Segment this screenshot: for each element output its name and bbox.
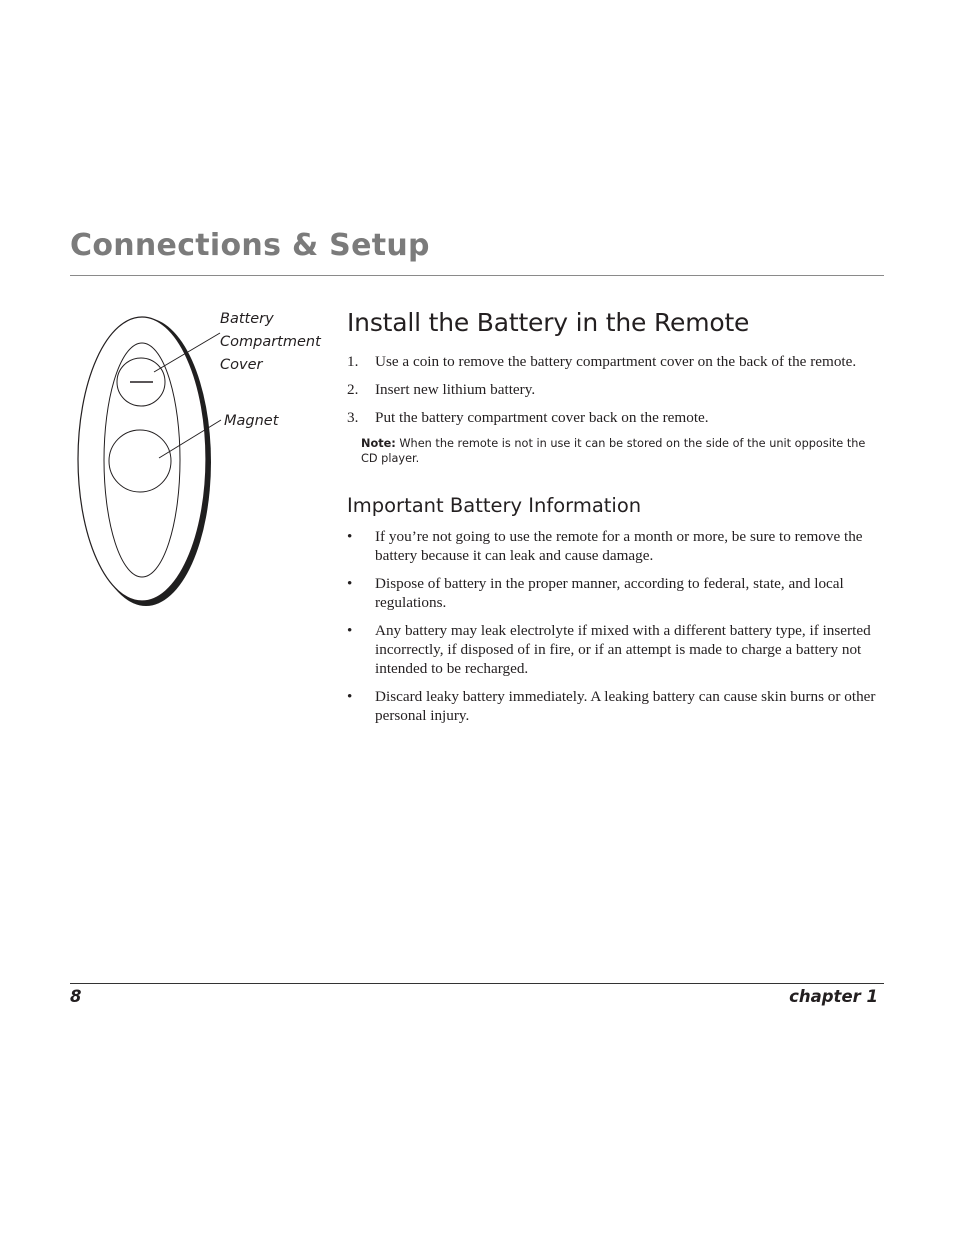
step-text: Put the battery compartment cover back on the remote. (375, 409, 709, 426)
bullet-marker: • (347, 622, 353, 639)
bullet-text: Any battery may leak electrolyte if mixed with a different battery type, if inserted incorrectly, if disposed of in fire, or if an attempt is made to charge a battery not intended to be recharged. (375, 622, 871, 677)
magnet-callout: Magnet (224, 413, 279, 429)
header-divider (70, 275, 884, 276)
footer-chapter-label: chapter 1 (789, 987, 878, 1006)
magnet (109, 430, 171, 492)
note-text: When the remote is not in use it can be stored on the side of the unit opposite the CD player. (361, 437, 866, 465)
step-item (347, 408, 877, 427)
step-number: 3. (347, 409, 359, 426)
bullet-text: If you’re not going to use the remote for a month or more, be sure to remove the battery because it can leak and cause damage. (375, 528, 863, 564)
main-content (347, 306, 877, 734)
remote-figure (70, 305, 340, 615)
page-number: 8 (70, 987, 82, 1006)
step-text: Use a coin to remove the battery compartment cover on the back of the remote. (375, 353, 857, 370)
list-item (347, 527, 877, 565)
bullet-text: Discard leaky battery immediately. A leaking battery can cause skin burns or other personal injury. (375, 688, 876, 724)
step-item (347, 352, 877, 371)
step-item (347, 380, 877, 399)
subsection-title: Important Battery Information (347, 494, 642, 517)
bullet-text: Dispose of battery in the proper manner, according to federal, state, and local regulations. (375, 575, 844, 611)
bullet-marker: • (347, 528, 353, 545)
step-number: 1. (347, 353, 359, 370)
footer-divider (70, 983, 884, 984)
battery-callout-line-2: Compartment (220, 334, 321, 350)
battery-callout (220, 308, 321, 377)
step-text: Insert new lithium battery. (375, 381, 536, 398)
storage-note (361, 436, 871, 466)
list-item (347, 574, 877, 612)
list-item (347, 687, 877, 725)
battery-info-list (347, 527, 877, 725)
install-steps (347, 352, 877, 427)
list-item (347, 621, 877, 678)
chapter-title: Connections & Setup (70, 228, 430, 263)
step-number: 2. (347, 381, 359, 398)
battery-callout-line-3: Cover (220, 357, 263, 373)
bullet-marker: • (347, 688, 353, 705)
bullet-marker: • (347, 575, 353, 592)
battery-callout-line-1: Battery (220, 311, 274, 327)
section-title: Install the Battery in the Remote (347, 308, 750, 337)
note-label: Note: (361, 437, 396, 450)
